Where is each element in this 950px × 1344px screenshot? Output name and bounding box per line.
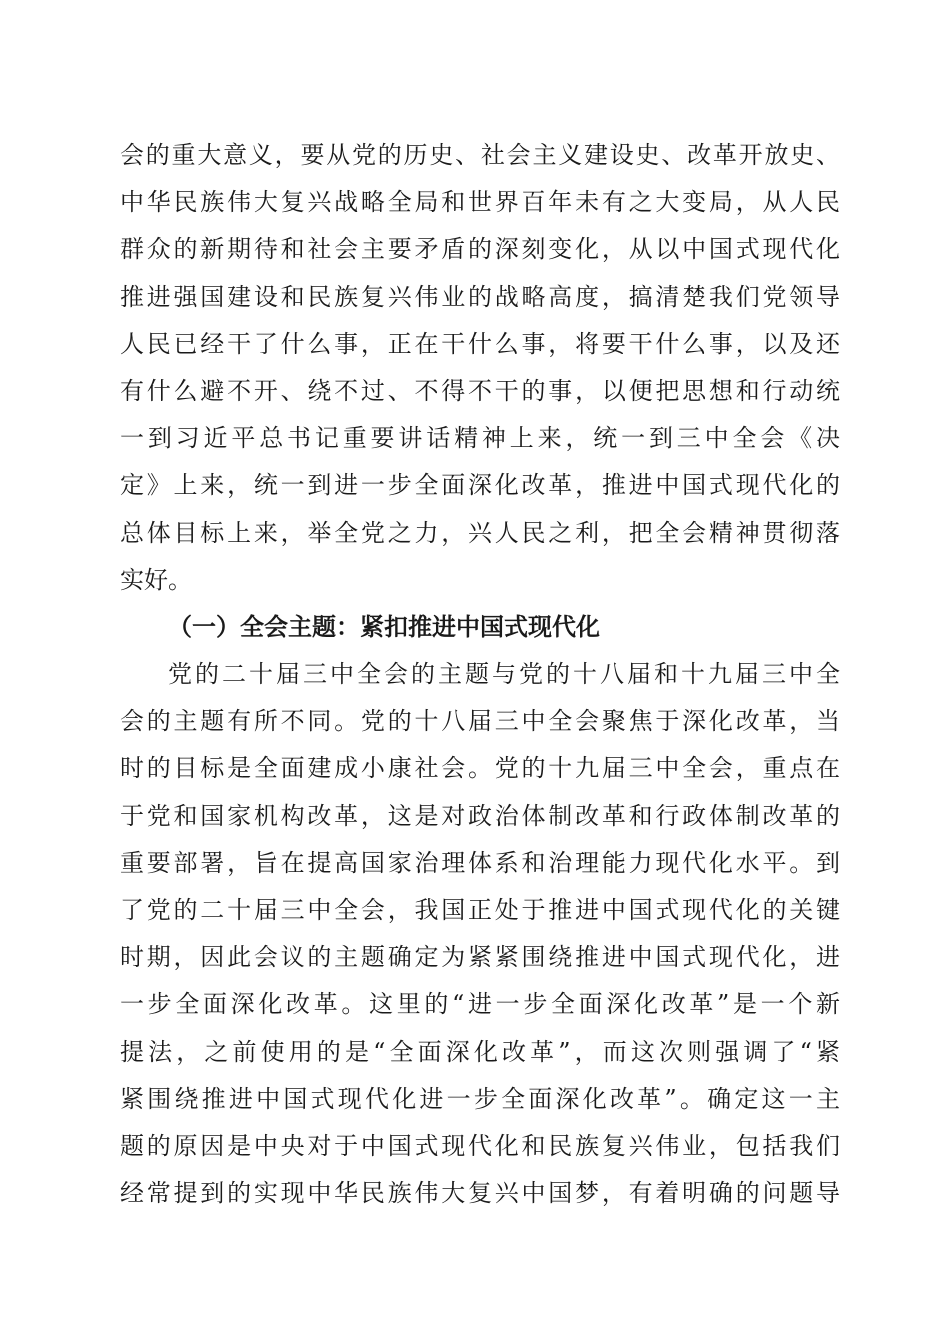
paragraph-2-line: 会的主题有所不同。党的十八届三中全会聚焦于深化改革，当 — [120, 707, 840, 736]
paragraph-1-line: 会的重大意义，要从党的历史、社会主义建设史、改革开放史、 — [120, 141, 840, 169]
paragraph-2-line: 时期，因此会议的主题确定为紧紧围绕推进中国式现代化，进 — [120, 943, 840, 972]
paragraph-1-line: 实好。 — [120, 565, 192, 594]
paragraph-1-line: 推进强国建设和民族复兴伟业的战略高度，搞清楚我们党领导 — [120, 282, 840, 311]
paragraph-2-line: 一步全面深化改革。这里的“进一步全面深化改革”是一个新 — [120, 990, 840, 1019]
paragraph-2-line: 了党的二十届三中全会，我国正处于推进中国式现代化的关键 — [120, 896, 840, 924]
paragraph-2-line: 党的二十届三中全会的主题与党的十八届和十九届三中全 — [168, 660, 840, 689]
paragraph-2-line: 重要部署，旨在提高国家治理体系和治理能力现代化水平。到 — [120, 848, 840, 877]
paragraph-1-line: 有什么避不开、绕不过、不得不干的事，以便把思想和行动统 — [120, 376, 840, 405]
paragraph-1-line: 定》上来，统一到进一步全面深化改革，推进中国式现代化的 — [120, 471, 840, 500]
paragraph-2-line: 提法，之前使用的是“全面深化改革”，而这次则强调了“紧 — [120, 1037, 840, 1066]
paragraph-2-line: 题的原因是中央对于中国式现代化和民族复兴伟业，包括我们 — [120, 1131, 840, 1160]
paragraph-1-line: 一到习近平总书记重要讲话精神上来，统一到三中全会《决 — [120, 424, 840, 453]
paragraph-2-line: 经常提到的实现中华民族伟大复兴中国梦，有着明确的问题导 — [120, 1179, 840, 1208]
paragraph-2-line: 于党和国家机构改革，这是对政治体制改革和行政体制改革的 — [120, 801, 840, 830]
paragraph-1-line: 群众的新期待和社会主要矛盾的深刻变化，从以中国式现代化 — [120, 235, 840, 264]
document-body — [120, 132, 840, 1217]
paragraph-1-line: 中华民族伟大复兴战略全局和世界百年未有之大变局，从人民 — [120, 188, 840, 217]
paragraph-1-line: 人民已经干了什么事，正在干什么事，将要干什么事，以及还 — [120, 329, 840, 358]
paragraph-1-line: 总体目标上来，举全党之力，兴人民之利，把全会精神贯彻落 — [120, 518, 840, 547]
paragraph-2-line: 时的目标是全面建成小康社会。党的十九届三中全会，重点在 — [120, 754, 840, 783]
section-heading: （一）全会主题：紧扣推进中国式现代化 — [168, 612, 600, 641]
paragraph-2-line: 紧围绕推进中国式现代化进一步全面深化改革”。确定这一主 — [120, 1084, 840, 1113]
